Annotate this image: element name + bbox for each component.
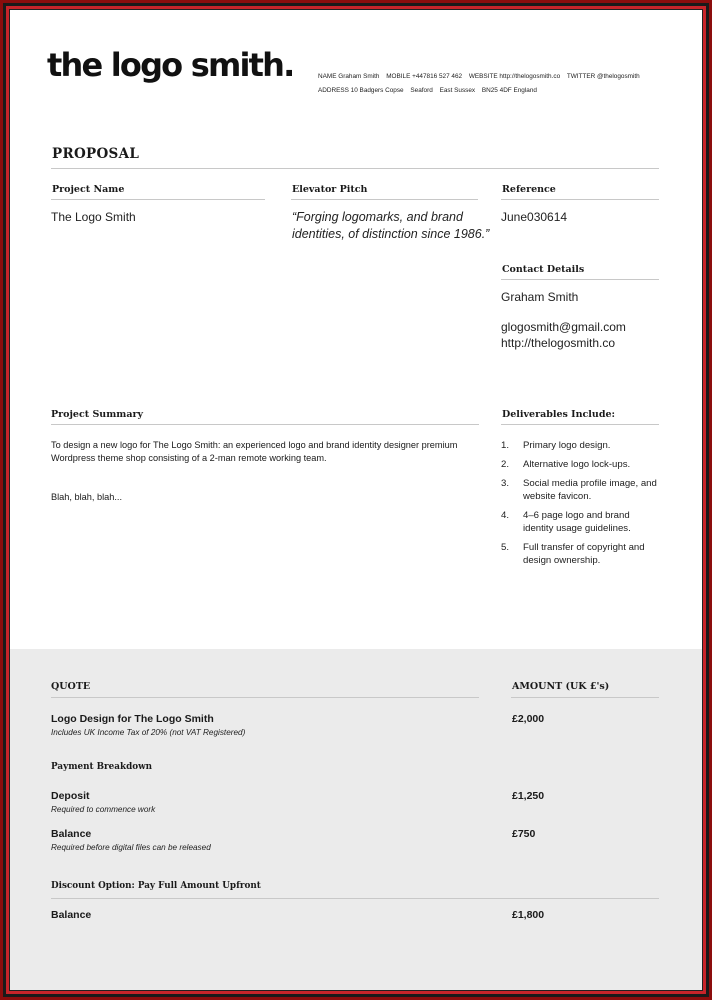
quote-main-amount: £2,000 — [512, 713, 545, 725]
quote-heading: QUOTE — [51, 681, 91, 692]
list-item-text: Social media profile image, and website favicon. — [523, 478, 657, 502]
elevator-pitch-value: “Forging logomarks, and brand identities, of distinction since 1986.” — [292, 210, 490, 241]
discount-heading: Discount Option: Pay Full Amount Upfront — [51, 881, 261, 891]
quote-main-item: Logo Design for The Logo Smith — [51, 713, 214, 725]
balance-note: Required before digital files can be released — [51, 843, 211, 852]
list-item-number: 1. — [501, 440, 510, 451]
deliverables-heading: Deliverables Include: — [502, 409, 616, 420]
company-logo: the logo smith. — [47, 46, 294, 84]
deposit-label: Deposit — [51, 790, 90, 802]
proposal-document — [10, 10, 702, 990]
elevator-pitch-heading: Elevator Pitch — [292, 184, 368, 195]
deposit-amount: £1,250 — [512, 790, 545, 802]
deposit-note: Required to commence work — [51, 805, 156, 814]
discount-balance-label: Balance — [51, 909, 92, 921]
deliverables-divider — [501, 424, 659, 425]
project-name-value: The Logo Smith — [51, 210, 136, 224]
reference-divider — [501, 199, 659, 200]
payment-breakdown-heading: Payment Breakdown — [51, 762, 153, 772]
list-item — [501, 459, 661, 472]
list-item-text: 4–6 page logo and brand identity usage guidelines. — [523, 510, 631, 534]
amount-heading: AMOUNT (UK £'s) — [512, 681, 610, 692]
amount-divider — [511, 697, 659, 698]
project-name-divider — [51, 199, 265, 200]
quote-section — [10, 649, 702, 990]
address-street: ADDRESS 10 Badgers Copse — [318, 87, 404, 94]
balance-label: Balance — [51, 828, 92, 840]
address-postcode: BN25 4DF England — [481, 87, 537, 94]
header-contact-line-1 — [318, 73, 645, 80]
project-summary-heading: Project Summary — [51, 409, 143, 420]
list-item — [501, 510, 661, 536]
balance-amount: £750 — [512, 828, 536, 840]
contact-details-name: Graham Smith — [501, 290, 579, 304]
contact-twitter[interactable]: TWITTER @thelogosmith — [566, 73, 640, 80]
elevator-pitch-divider — [291, 199, 478, 200]
address-county: East Sussex — [439, 87, 476, 94]
list-item-text: Primary logo design. — [523, 440, 611, 451]
contact-details-divider — [501, 279, 659, 280]
deliverables-list — [501, 440, 661, 574]
address-town: Seaford — [410, 87, 433, 94]
list-item — [501, 478, 661, 504]
reference-heading: Reference — [502, 184, 556, 195]
list-item-number: 2. — [501, 459, 510, 471]
project-summary-divider — [51, 424, 479, 425]
contact-details-website[interactable]: http://thelogosmith.co — [501, 336, 616, 350]
list-item-number: 5. — [501, 541, 510, 553]
list-item — [501, 542, 661, 568]
quote-main-note: Includes UK Income Tax of 20% (not VAT Registered) — [51, 728, 246, 737]
discount-divider — [51, 898, 659, 899]
contact-name: NAME Graham Smith — [318, 73, 380, 80]
list-item-number: 3. — [501, 478, 510, 490]
header-contact-line-2 — [318, 87, 542, 94]
quote-divider — [51, 697, 479, 698]
list-item — [501, 440, 661, 453]
project-name-heading: Project Name — [52, 184, 125, 195]
list-item-number: 4. — [501, 510, 510, 522]
contact-details-email[interactable]: glogosmith@gmail.com — [501, 320, 626, 334]
contact-mobile: MOBILE +447816 527 462 — [386, 73, 463, 80]
discount-balance-amount: £1,800 — [512, 909, 545, 921]
proposal-title: PROPOSAL — [52, 146, 140, 162]
contact-website[interactable]: WEBSITE http://thelogosmith.co — [468, 73, 561, 80]
list-item-text: Full transfer of copyright and design ownership. — [523, 541, 645, 566]
list-item-text: Alternative logo lock-ups. — [523, 459, 631, 471]
reference-value: June030614 — [501, 210, 568, 224]
contact-details-heading: Contact Details — [502, 264, 585, 275]
project-summary-extra: Blah, blah, blah... — [51, 492, 122, 502]
title-divider — [51, 168, 659, 169]
project-summary-text: To design a new logo for The Logo Smith: an experienced logo and brand identity designer premium Wordpress theme shop consisting of a 2-man remote working team. — [51, 440, 458, 463]
